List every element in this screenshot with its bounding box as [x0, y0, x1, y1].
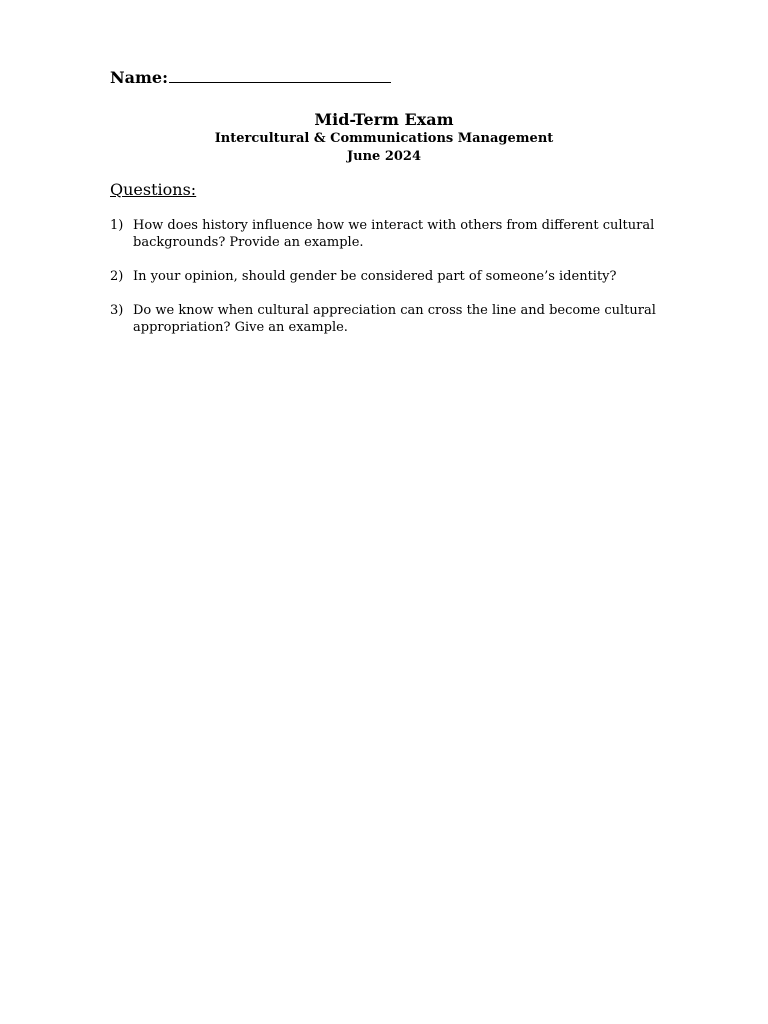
- name-field: [110, 68, 391, 87]
- exam-title: Mid-Term Exam: [314, 110, 454, 129]
- question-text: Do we know when cultural appreciation can cross the line and become cultural appropriation? Give an example.: [133, 303, 656, 335]
- question-text: How does history influence how we interact with others from different cultural backgrounds? Provide an example.: [133, 218, 655, 250]
- name-blank-line: [169, 68, 391, 83]
- exam-date: June 2024: [346, 149, 422, 164]
- exam-subtitle: Intercultural & Communications Management: [214, 131, 554, 146]
- question-number: 2): [110, 269, 124, 284]
- question-number: 3): [110, 303, 124, 318]
- question-item: [110, 268, 670, 285]
- questions-heading: Questions:: [110, 180, 197, 199]
- exam-header: [0, 110, 768, 165]
- name-label: Name:: [110, 68, 169, 87]
- question-item: [110, 302, 670, 336]
- question-number: 1): [110, 218, 124, 233]
- question-list: [110, 217, 670, 353]
- question-item: [110, 217, 670, 251]
- question-text: In your opinion, should gender be considered part of someone’s identity?: [133, 269, 617, 284]
